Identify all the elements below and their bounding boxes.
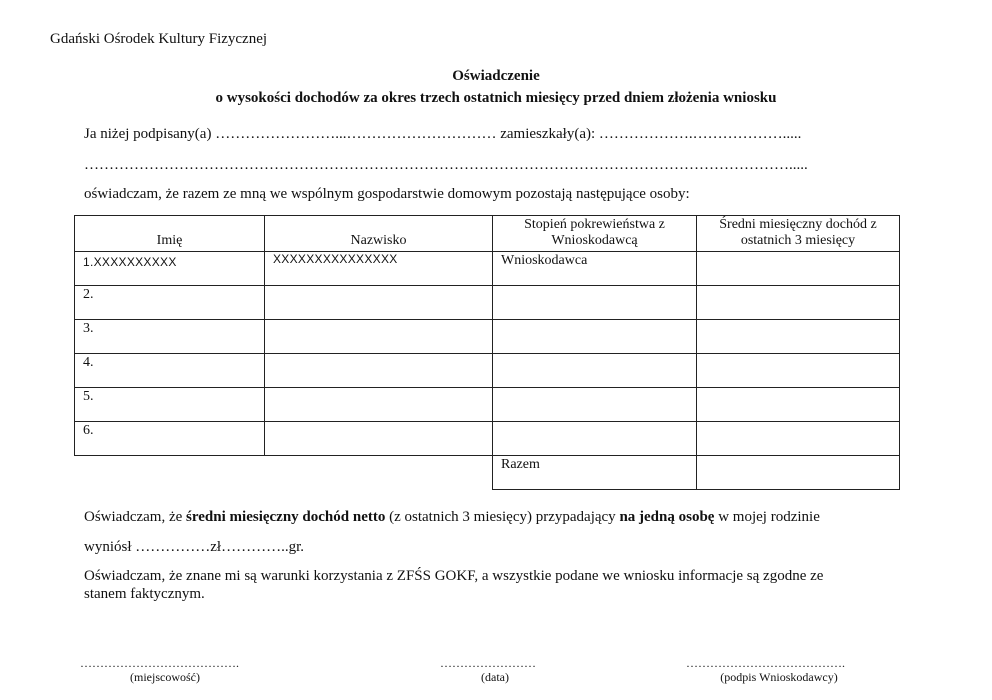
income-amount-line: wyniósł ……………zł…………..gr. bbox=[84, 539, 304, 555]
table-cell bbox=[492, 251, 697, 286]
table-cell bbox=[264, 353, 493, 388]
table-cell bbox=[696, 353, 900, 388]
cell-first-name: 2. bbox=[83, 287, 94, 302]
income-statement-prefix: Oświadczam, że bbox=[84, 509, 187, 525]
applicant-signature-line: …………………………………. bbox=[686, 656, 845, 670]
table-cell bbox=[492, 387, 697, 422]
declarant-name-line: Ja niżej podpisany(a) ……………………...………………………… zamieszkały(a): ……………….………………..... bbox=[84, 126, 802, 142]
table-cell bbox=[696, 319, 900, 354]
cell-first-name: 5. bbox=[83, 389, 94, 404]
table-cell bbox=[264, 319, 493, 354]
table-cell bbox=[492, 353, 697, 388]
household-intro: oświadczam, że razem ze mną we wspólnym gospodarstwie domowym pozostają następujące osoby: bbox=[84, 186, 690, 202]
total-value-cell bbox=[696, 455, 900, 490]
header-last-name: Nazwisko bbox=[264, 215, 493, 252]
table-cell bbox=[264, 421, 493, 456]
table-cell bbox=[492, 285, 697, 320]
household-table bbox=[74, 215, 900, 490]
table-cell bbox=[696, 251, 900, 286]
table-cell bbox=[696, 285, 900, 320]
header-first-name: Imię bbox=[74, 215, 265, 252]
cell-first-name: 3. bbox=[83, 321, 94, 336]
income-statement bbox=[84, 509, 820, 526]
table-cell bbox=[696, 387, 900, 422]
table-cell bbox=[264, 387, 493, 422]
income-statement-bold-person: na jedną osobę bbox=[619, 509, 715, 525]
terms-statement-line2: stanem faktycznym. bbox=[84, 586, 205, 602]
income-statement-bold-net: średni miesięczny dochód netto bbox=[186, 509, 386, 525]
terms-statement-line1: Oświadczam, że znane mi są warunki korzystania z ZFŚS GOKF, a wszystkie podane we wniosku informacje są zgodne ze bbox=[84, 568, 824, 584]
table-cell bbox=[696, 421, 900, 456]
table-row bbox=[74, 387, 265, 422]
date-label: (data) bbox=[481, 670, 509, 684]
table-cell bbox=[492, 421, 697, 456]
income-statement-suffix: w mojej rodzinie bbox=[714, 509, 820, 525]
cell-first-name: 6. bbox=[83, 423, 94, 438]
cell-last-name: XXXXXXXXXXXXXXX bbox=[273, 252, 398, 266]
place-label: (miejscowość) bbox=[130, 670, 200, 684]
table-row bbox=[74, 251, 265, 286]
table-row bbox=[74, 285, 265, 320]
table-cell bbox=[264, 285, 493, 320]
place-signature-line: …………………………………. bbox=[80, 656, 239, 670]
total-label: Razem bbox=[501, 457, 540, 472]
table-row bbox=[74, 353, 265, 388]
applicant-signature-label: (podpis Wnioskodawcy) bbox=[720, 670, 838, 684]
header-income: Średni miesięczny dochód z ostatnich 3 miesięcy bbox=[696, 215, 900, 252]
table-cell bbox=[264, 251, 493, 286]
cell-first-name: 1.XXXXXXXXXX bbox=[83, 255, 177, 269]
document-subtitle: o wysokości dochodów za okres trzech ostatnich miesięcy przed dniem złożenia wniosku bbox=[215, 90, 777, 106]
cell-relation: Wnioskodawca bbox=[501, 253, 588, 268]
header-relation: Stopień pokrewieństwa z Wnioskodawcą bbox=[492, 215, 697, 252]
declarant-address-line: ……………………………………………………………………………………………………………………………..... bbox=[84, 157, 808, 173]
income-statement-middle: (z ostatnich 3 miesięcy) przypadający bbox=[385, 509, 620, 525]
organization-name: Gdański Ośrodek Kultury Fizycznej bbox=[50, 31, 268, 47]
cell-first-name: 4. bbox=[83, 355, 94, 370]
document-title: Oświadczenie bbox=[452, 68, 540, 84]
total-label-cell bbox=[492, 455, 697, 490]
table-row bbox=[74, 421, 265, 456]
date-signature-line: …………………… bbox=[440, 656, 536, 670]
table-cell bbox=[492, 319, 697, 354]
table-row bbox=[74, 319, 265, 354]
